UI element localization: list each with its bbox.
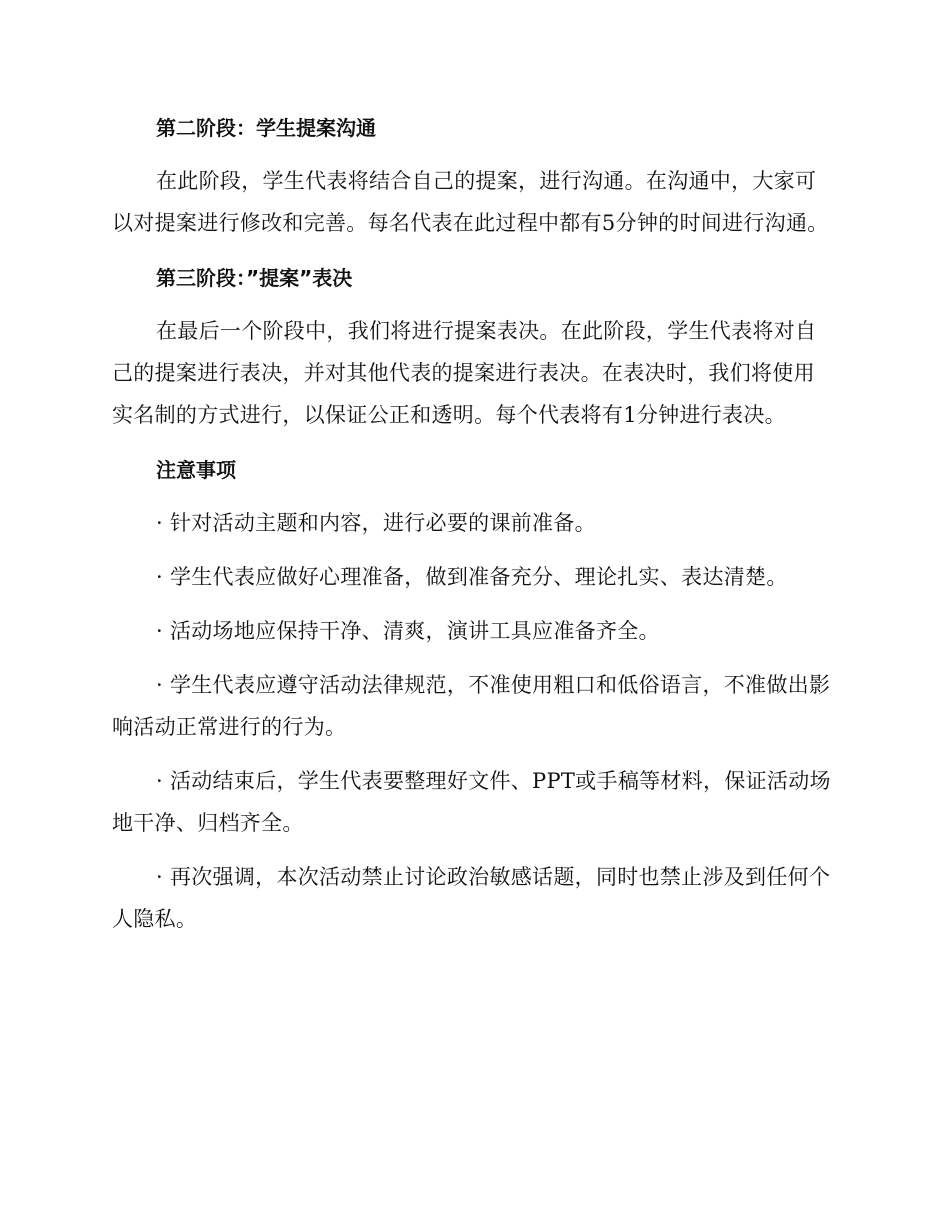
stage3-heading: 第三阶段：”提案”表决 [156,266,353,290]
spacer [112,490,832,502]
note-item-2: · 学生代表应做好心理准备，做到准备充分、理论扎实、表达清楚。 [156,565,788,589]
stage2-body: 在此阶段，学生代表将结合自己的提案，进行沟通。在沟通中，大家可以对提案进行修改和完善。每名代表在此过程中都有5分钟的时间进行沟通。 [112,169,829,235]
spacer [112,544,832,556]
stage3-body: 在最后一个阶段中，我们将进行提案表决。在此阶段，学生代表将对自己的提案进行表决，并对其他代表的提案进行表决。在表决时，我们将使用实名制的方式进行，以保证公正和透明。每个代表将有1分钟进行表决。 [112,319,817,427]
spacer [112,748,832,760]
note-item-6: · 再次强调，本次活动禁止讨论政治敏感话题，同时也禁止涉及到任何个人隐私。 [112,865,831,931]
note-item-5: · 活动结束后，学生代表要整理好文件、PPT或手稿等材料，保证活动场地干净、归档齐全。 [112,769,831,835]
spacer [112,844,832,856]
spacer [112,436,832,450]
spacer [112,148,832,160]
note-item-4: · 学生代表应遵守活动法律规范，不准使用粗口和低俗语言，不准做出影响活动正常进行的行为。 [112,673,831,739]
note-item-3: · 活动场地应保持干净、清爽，演讲工具应准备齐全。 [156,619,660,643]
notes-heading: 注意事项 [156,458,236,482]
spacer [112,652,832,664]
spacer [112,598,832,610]
stage2-heading: 第二阶段：学生提案沟通 [156,116,376,140]
note-item-1: · 针对活动主题和内容，进行必要的课前准备。 [156,511,596,535]
document-content [112,108,832,940]
spacer [112,244,832,258]
spacer [112,298,832,310]
